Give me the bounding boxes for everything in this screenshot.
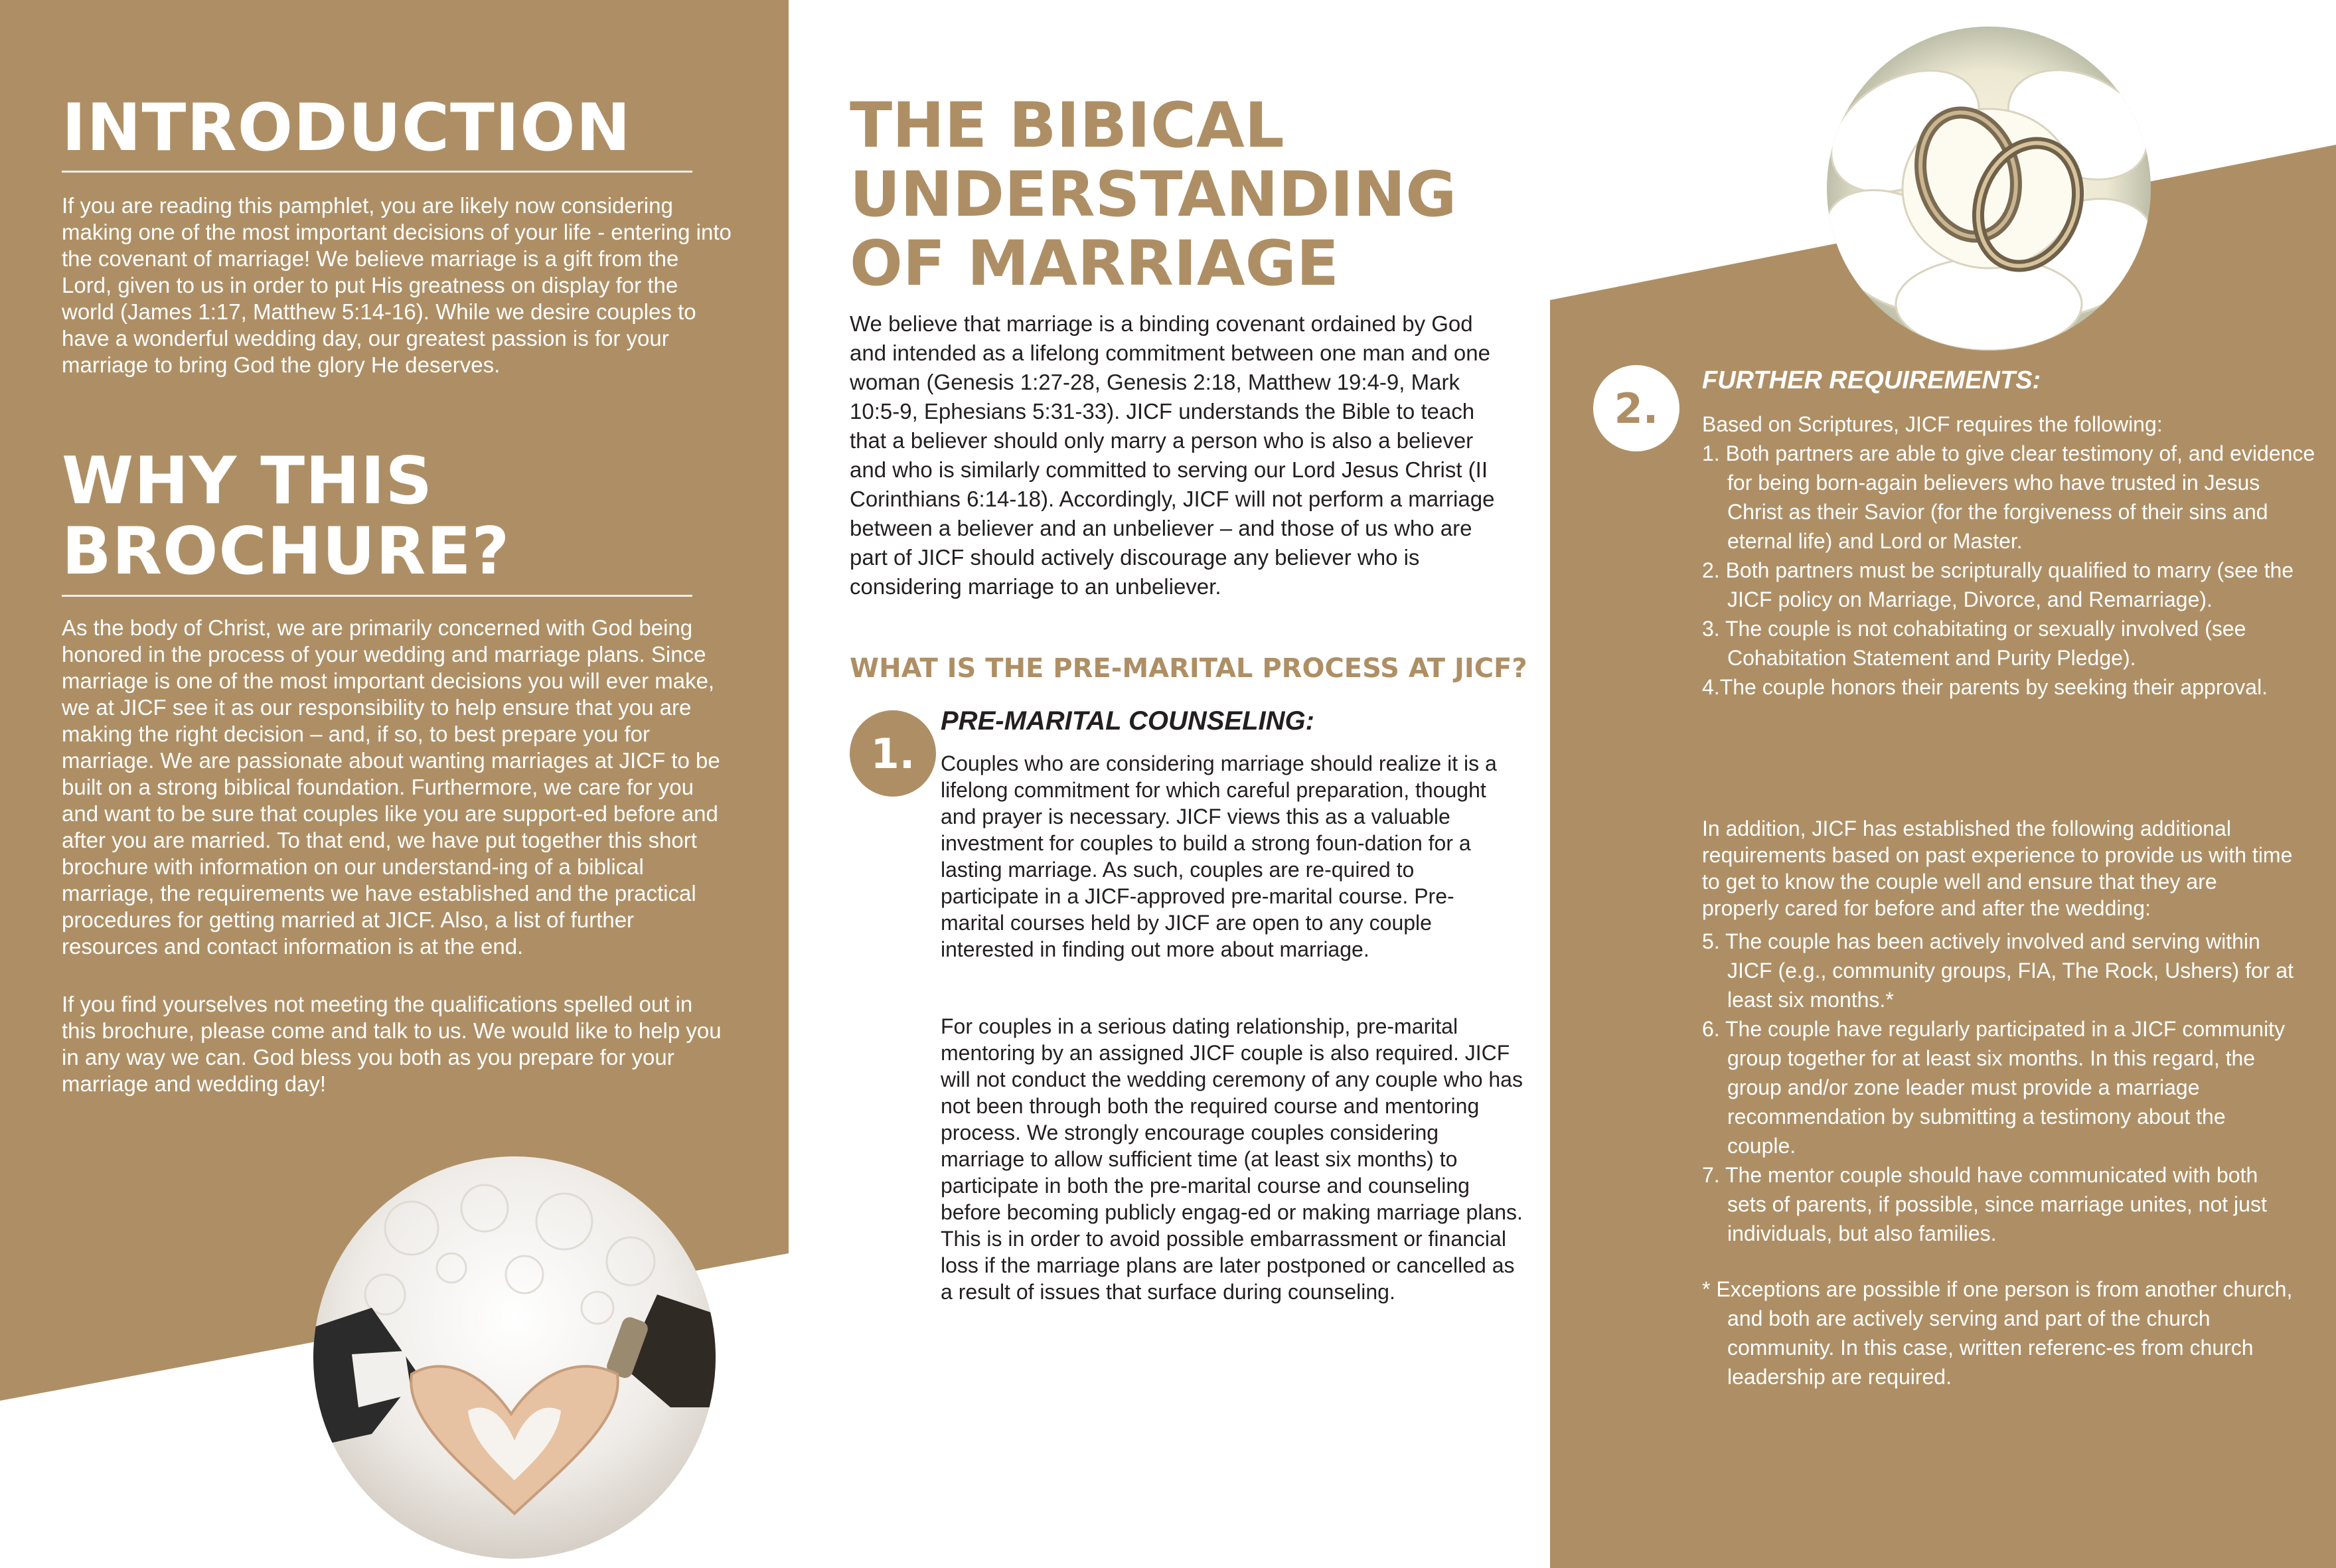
wedding-rings-rose-photo: [1826, 25, 2152, 352]
step-1-number: 1.: [870, 729, 915, 778]
why-heading-line-2: BROCHURE?: [62, 514, 510, 589]
closing-body: If you find yourselves not meeting the qualifications spelled out in this brochure, please come and talk to us. We would like to help you in any way we can. God bless you both as you prepare for your marriage and wedding day!: [62, 992, 722, 1096]
biblical-body: We believe that marriage is a binding covenant ordained by God and intended as a lifelong commitment between one man and one woman (Genesis 1:27-28, Genesis 2:18, Matthew 19:4-9, Mark 10:5-9, Ephesians 5:31-33). JICF understands the Bible to teach that a believer should only marry a person who is also a believer and who is similarly committed to serving our Lord Jesus Christ (II Corinthians 6:14-18). Accordingly, JICF will not perform a marriage between a believer and an unbeliever – and those of us who are part of JICF should actively discourage any believer who is considering marriage to an unbeliever.: [850, 311, 1495, 599]
premarital-counseling-title: PRE-MARITAL COUNSELING:: [941, 706, 1314, 736]
hands-heart-photo: [312, 1155, 717, 1560]
requirements-list-a: [1702, 439, 2319, 702]
premarital-body-2: For couples in a serious dating relationship, pre-marital mentoring by an assigned JICF couple is also required. JICF will not conduct the wedding ceremony of any couple who has not been through both the required course and mentoring process. We strongly encourage couples considering marriage to allow sufficient time (at least six months) to participate in both the pre-marital course and counseling before becoming publicly engag-ed or making marriage plans. This is in order to avoid possible embarrassment or financial loss if the marriage plans are later postponed or cancelled as a result of issues that surface during counseling.: [941, 1014, 1523, 1304]
biblical-heading-line-2: UNDERSTANDING: [850, 159, 1457, 231]
list-item: 5. The couple has been actively involved and serving within JICF (e.g., community groups, FIA, The Rock, Ushers) for at least six months.*: [1702, 929, 2294, 1012]
biblical-heading-line-3: OF MARRIAGE: [850, 228, 1339, 300]
list-item: 2. Both partners must be scripturally qualified to marry (see the JICF policy on Marriage, Divorce, and Remarriage).: [1702, 558, 2294, 611]
list-item: 1. Both partners are able to give clear testimony of, and evidence for being born-again believers who have trusted in Jesus Christ as their Savior (for the forgiveness of their sins and eternal life) and Lord or Master.: [1702, 441, 2315, 553]
requirements-intro: Based on Scriptures, JICF requires the following:: [1702, 412, 2163, 436]
list-item: 7. The mentor couple should have communicated with both sets of parents, if possible, since marriage unites, not just individuals, but also families.: [1702, 1163, 2267, 1245]
process-heading: WHAT IS THE PRE-MARITAL PROCESS AT JICF?: [850, 653, 1527, 684]
step-1-badge: [850, 710, 936, 797]
why-body: As the body of Christ, we are primarily concerned with God being honored in the process of your wedding and marriage plans. Since marriage is one of the most important decisions you will ever make, we at JICF see it as our responsibility to help ensure that you are making the right decision – and, if so, to best prepare you for marriage. We are passionate about wanting marriages at JICF to be built on a strong biblical foundation. Furthermore, we care for you and want to be sure that couples like you are support-ed before and after you are married. To that end, we have put together this short brochure with information on our understand-ing of a biblical marriage, the requirements we have established and the practical procedures for getting married at JICF. Also, a list of further resources and contact information is at the end.: [62, 615, 720, 959]
additional-requirements-intro: In addition, JICF has established the following additional requirements based on past experience to provide us with time to get to know the couple well and ensure that they are properly cared for before and after the wedding:: [1702, 817, 2293, 920]
why-heading-line-1: WHY THIS: [62, 443, 433, 519]
further-requirements-title: FURTHER REQUIREMENTS:: [1702, 366, 2041, 394]
exceptions-footnote: * Exceptions are possible if one person is from another church, and both are actively serving and part of the church community. In this case, written referenc-es from church leadership are required.: [1702, 1277, 2293, 1389]
introduction-body: If you are reading this pamphlet, you are likely now considering making one of the most important decisions of your life - entering into the covenant of marriage! We believe marriage is a gift from the Lord, given to us in order to put His greatness on display for the world (James 1:17, Matthew 5:14-16). While we desire couples to have a wonderful wedding day, our greatest passion is for your marriage to bring God the glory He deserves.: [62, 193, 732, 377]
why-divider: [62, 595, 692, 597]
step-2-badge: [1593, 365, 1679, 451]
list-item: 4.The couple honors their parents by seeking their approval.: [1702, 675, 2268, 699]
requirements-list-b: [1702, 927, 2299, 1248]
step-2-number: 2.: [1614, 384, 1659, 433]
intro-divider: [62, 171, 692, 173]
list-item: 6. The couple have regularly participated in a JICF community group together for at least six months. In this regard, the group and/or zone leader must provide a marriage recommendation by submitting a testimony about the couple.: [1702, 1017, 2286, 1158]
introduction-heading: INTRODUCTION: [62, 90, 631, 166]
biblical-heading-line-1: THE BIBICAL: [850, 90, 1285, 162]
list-item: 3. The couple is not cohabitating or sexually involved (see Cohabitation Statement and Purity Pledge).: [1702, 617, 2246, 670]
premarital-body-1: Couples who are considering marriage should realize it is a lifelong commitment for which careful preparation, thought and prayer is necessary. JICF views this as a valuable investment for couples to build a strong foun-dation for a lasting marriage. As such, couples are re-quired to participate in a JICF-approved pre-marital course. Pre-marital courses held by JICF are open to any couple interested in finding out more about marriage.: [941, 751, 1497, 961]
